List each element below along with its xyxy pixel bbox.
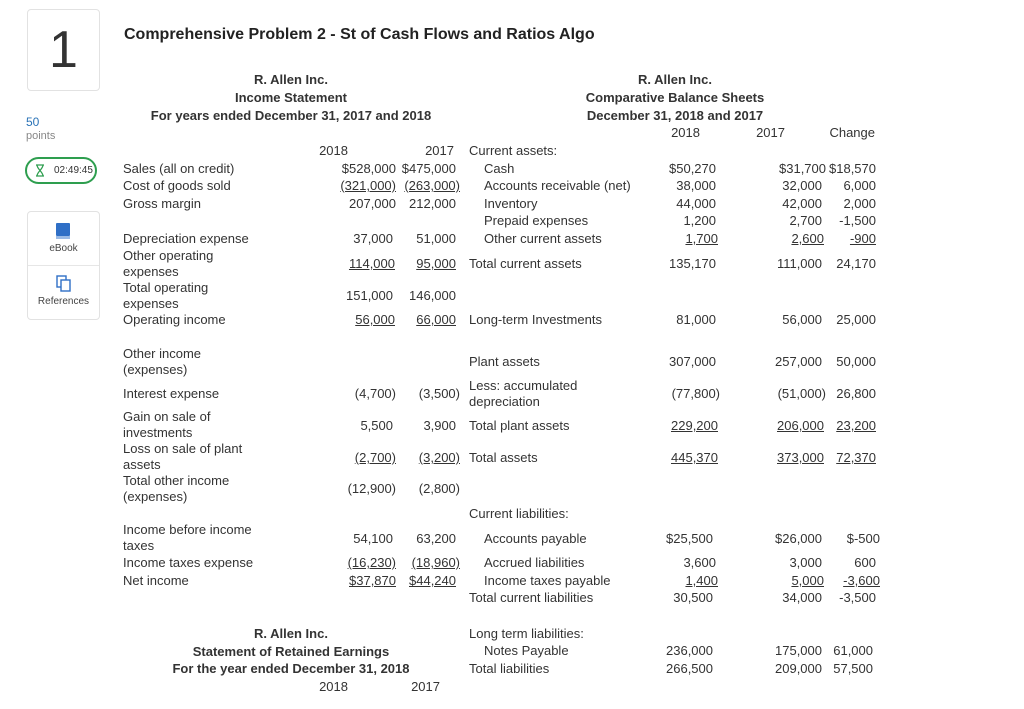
balance-value-2018: 236,000 bbox=[666, 643, 713, 658]
balance-value-2018: 445,370 bbox=[671, 450, 718, 465]
ebook-label: eBook bbox=[49, 243, 78, 254]
balance-value-change: 61,000 bbox=[833, 643, 873, 658]
balance-value-2018: 3,600 bbox=[683, 555, 716, 570]
balance-value-2017: 32,000 bbox=[782, 178, 822, 193]
income-value-2017: (3,200) bbox=[418, 450, 460, 465]
income-year-2: 2017 bbox=[425, 143, 454, 158]
balance-value-change: 24,170 bbox=[836, 256, 876, 271]
income-value-2017: (263,000) bbox=[404, 178, 460, 193]
balance-label: Accounts payable bbox=[484, 531, 587, 546]
balance-value-2018: 229,200 bbox=[671, 418, 718, 433]
balance-value-change: 25,000 bbox=[836, 312, 876, 327]
balance-value-2017: 257,000 bbox=[775, 354, 822, 369]
balance-statement-title: Comparative Balance Sheets bbox=[585, 90, 765, 105]
balance-value-2018: 266,500 bbox=[666, 661, 713, 676]
balance-value-change: -900 bbox=[849, 231, 876, 246]
income-company: R. Allen Inc. bbox=[254, 72, 328, 87]
balance-change-header: Change bbox=[829, 125, 875, 140]
balance-value-2017: 175,000 bbox=[775, 643, 822, 658]
income-value-2018: 56,000 bbox=[355, 312, 395, 327]
balance-label: Other current assets bbox=[484, 231, 602, 246]
balance-value-2018: 30,500 bbox=[673, 590, 713, 605]
balance-value-change: 50,000 bbox=[836, 354, 876, 369]
question-number-card bbox=[27, 9, 100, 91]
balance-label: Prepaid expenses bbox=[484, 213, 589, 228]
balance-label: Cash bbox=[484, 161, 515, 176]
balance-value-2018: $50,270 bbox=[669, 161, 716, 176]
balance-value-2018: $25,500 bbox=[666, 531, 713, 546]
income-label: Operating income bbox=[123, 312, 226, 327]
income-value-2018: (321,000) bbox=[340, 178, 396, 193]
ebook-button[interactable] bbox=[28, 212, 99, 265]
references-button[interactable] bbox=[28, 266, 99, 319]
income-value-2018: (2,700) bbox=[354, 450, 396, 465]
retained-statement-title: Statement of Retained Earnings bbox=[192, 644, 390, 659]
income-value-2017: 212,000 bbox=[409, 196, 456, 211]
retained-company: R. Allen Inc. bbox=[254, 626, 328, 641]
side-tools bbox=[27, 211, 100, 320]
balance-value-change: 23,200 bbox=[836, 418, 876, 433]
income-label: Other operating expenses bbox=[123, 248, 214, 279]
points-label: points bbox=[26, 130, 56, 142]
balance-value-2018: (77,800) bbox=[671, 386, 720, 401]
income-value-2017: (18,960) bbox=[411, 555, 460, 570]
income-value-2018: (16,230) bbox=[347, 555, 396, 570]
page-title: Comprehensive Problem 2 - St of Cash Flows and Ratios Algo bbox=[124, 26, 595, 43]
income-value-2017: 66,000 bbox=[416, 312, 456, 327]
balance-label: Accounts receivable (net) bbox=[484, 178, 631, 193]
income-value-2018: 114,000 bbox=[348, 256, 395, 271]
income-label: Total other income (expenses) bbox=[123, 473, 230, 504]
balance-label: Current assets: bbox=[469, 143, 558, 158]
balance-label: Long-term Investments bbox=[469, 312, 602, 327]
balance-year-1: 2018 bbox=[671, 125, 700, 140]
income-value-2017: 51,000 bbox=[416, 231, 456, 246]
income-value-2017: 3,900 bbox=[423, 418, 456, 433]
income-period: For years ended December 31, 2017 and 2018 bbox=[150, 108, 432, 123]
balance-value-2018: 307,000 bbox=[669, 354, 716, 369]
balance-value-2017: 111,000 bbox=[776, 256, 822, 271]
income-label: Sales (all on credit) bbox=[123, 161, 235, 176]
balance-value-2017: 42,000 bbox=[782, 196, 822, 211]
balance-value-2017: 2,700 bbox=[789, 213, 822, 228]
balance-value-2017: 2,600 bbox=[791, 231, 824, 246]
balance-value-change: -3,500 bbox=[839, 590, 876, 605]
balance-label: Accrued liabilities bbox=[484, 555, 585, 570]
income-value-2017: $44,240 bbox=[409, 573, 456, 588]
balance-value-change: $18,570 bbox=[829, 161, 876, 176]
balance-label: Total liabilities bbox=[469, 661, 550, 676]
points-value: 50 bbox=[26, 115, 40, 129]
income-value-2017: 63,200 bbox=[416, 531, 456, 546]
income-label: Cost of goods sold bbox=[123, 178, 231, 193]
timer-text: 02:49:45 bbox=[54, 165, 93, 176]
timer[interactable] bbox=[25, 157, 97, 184]
income-value-2017: (3,500) bbox=[418, 386, 460, 401]
balance-label: Total current liabilities bbox=[469, 590, 594, 605]
balance-value-2017: 34,000 bbox=[782, 590, 822, 605]
balance-value-change: 57,500 bbox=[833, 661, 873, 676]
hourglass-icon bbox=[35, 164, 45, 177]
balance-label: Income taxes payable bbox=[484, 573, 611, 588]
balance-label: Less: accumulated depreciation bbox=[469, 378, 578, 409]
balance-year-2: 2017 bbox=[756, 125, 785, 140]
income-value-2018: 207,000 bbox=[349, 196, 396, 211]
balance-label: Total current assets bbox=[469, 256, 582, 271]
income-value-2017: 95,000 bbox=[416, 256, 456, 271]
book-icon bbox=[55, 222, 71, 240]
balance-value-2017: (51,000) bbox=[777, 386, 826, 401]
income-statement-title: Income Statement bbox=[235, 90, 347, 105]
balance-value-change: 72,370 bbox=[836, 450, 876, 465]
retained-year-2: 2017 bbox=[411, 679, 440, 694]
balance-value-change: 6,000 bbox=[843, 178, 876, 193]
balance-value-2018: 135,170 bbox=[669, 256, 716, 271]
balance-label: Plant assets bbox=[469, 354, 540, 369]
balance-value-2018: 1,400 bbox=[685, 573, 718, 588]
question-number: 1 bbox=[49, 21, 78, 79]
income-value-2018: (4,700) bbox=[354, 386, 396, 401]
income-label: Income before income taxes bbox=[123, 522, 252, 553]
balance-label: Total assets bbox=[469, 450, 538, 465]
balance-value-change: 600 bbox=[854, 555, 876, 570]
balance-value-2017: 3,000 bbox=[789, 555, 822, 570]
balance-value-2017: 5,000 bbox=[791, 573, 824, 588]
balance-value-2018: 1,700 bbox=[685, 231, 718, 246]
income-label: Net income bbox=[123, 573, 189, 588]
balance-value-2017: 56,000 bbox=[782, 312, 822, 327]
retained-period: For the year ended December 31, 2018 bbox=[172, 661, 410, 676]
balance-value-2017: 206,000 bbox=[777, 418, 824, 433]
income-value-2018: 5,500 bbox=[360, 418, 393, 433]
income-value-2018: 151,000 bbox=[346, 288, 393, 303]
income-value-2017: (2,800) bbox=[418, 481, 460, 496]
income-label: Interest expense bbox=[123, 386, 220, 401]
balance-company: R. Allen Inc. bbox=[638, 72, 712, 87]
income-year-1: 2018 bbox=[319, 143, 348, 158]
income-value-2018: 37,000 bbox=[353, 231, 393, 246]
income-label: Depreciation expense bbox=[123, 231, 249, 246]
balance-label: Current liabilities: bbox=[469, 506, 569, 521]
balance-value-2018: 44,000 bbox=[676, 196, 716, 211]
income-value-2018: (12,900) bbox=[347, 481, 396, 496]
retained-year-1: 2018 bbox=[319, 679, 348, 694]
income-label: Gross margin bbox=[123, 196, 202, 211]
balance-value-2017: 373,000 bbox=[777, 450, 824, 465]
balance-value-2017: $26,000 bbox=[775, 531, 822, 546]
balance-value-change: -1,500 bbox=[839, 213, 876, 228]
balance-value-change: 26,800 bbox=[836, 386, 876, 401]
balance-value-2018: 81,000 bbox=[676, 312, 716, 327]
balance-value-2018: 38,000 bbox=[676, 178, 716, 193]
references-label: References bbox=[37, 296, 90, 307]
income-label: Total operating expenses bbox=[123, 280, 209, 311]
balance-value-2017: 209,000 bbox=[775, 661, 822, 676]
balance-label: Total plant assets bbox=[469, 418, 570, 433]
balance-label: Notes Payable bbox=[484, 643, 569, 658]
income-label: Loss on sale of plant assets bbox=[123, 441, 243, 472]
income-value-2017: $475,000 bbox=[401, 161, 456, 176]
income-label: Gain on sale of investments bbox=[123, 409, 211, 440]
income-value-2018: 54,100 bbox=[353, 531, 393, 546]
balance-value-change: $-500 bbox=[846, 531, 880, 546]
balance-label: Inventory bbox=[484, 196, 538, 211]
income-value-2018: $528,000 bbox=[341, 161, 396, 176]
balance-value-change: -3,600 bbox=[843, 573, 880, 588]
balance-value-2017: $31,700 bbox=[779, 161, 826, 176]
income-value-2017: 146,000 bbox=[409, 288, 456, 303]
balance-value-2018: 1,200 bbox=[683, 213, 716, 228]
references-icon bbox=[56, 275, 72, 293]
balance-label: Long term liabilities: bbox=[469, 626, 584, 641]
balance-value-change: 2,000 bbox=[843, 196, 876, 211]
income-value-2018: $37,870 bbox=[349, 573, 396, 588]
balance-period: December 31, 2018 and 2017 bbox=[586, 108, 764, 123]
income-label: Income taxes expense bbox=[123, 555, 254, 570]
income-label: Other income (expenses) bbox=[123, 346, 202, 377]
